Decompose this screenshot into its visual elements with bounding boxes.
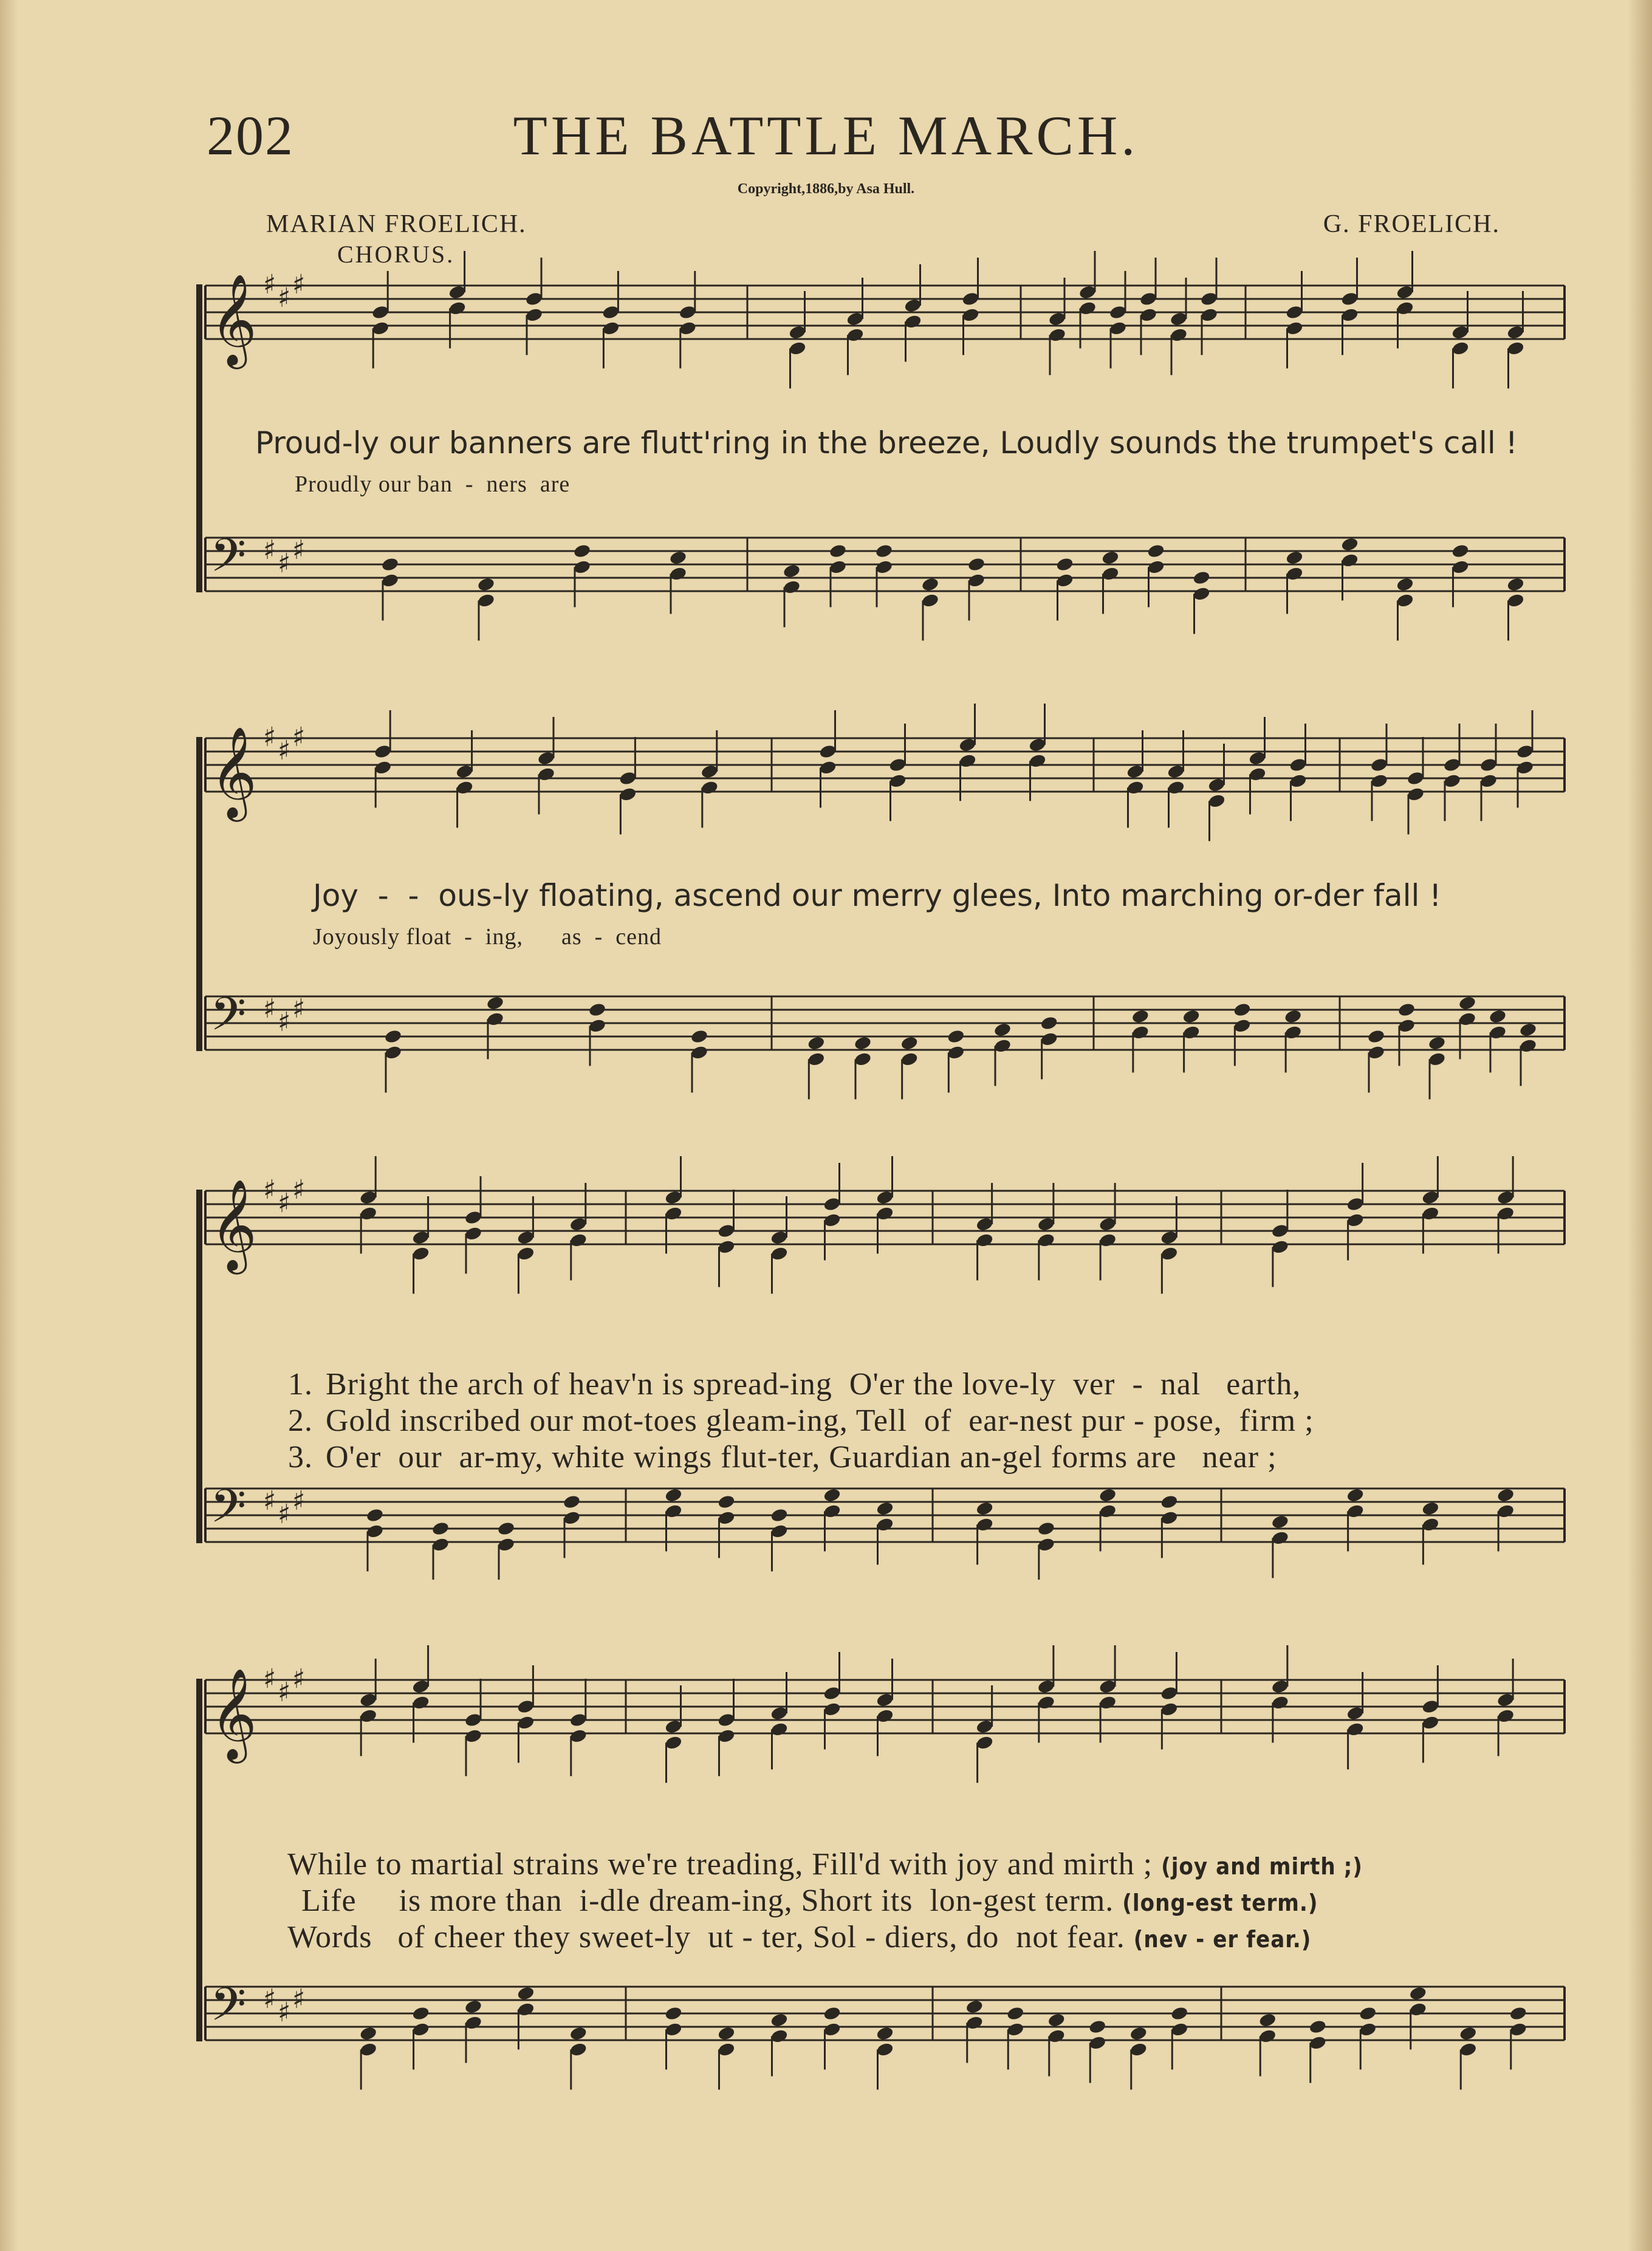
sharp-icon: ♯: [278, 548, 291, 580]
sharp-icon: ♯: [278, 1499, 291, 1530]
bass-clef-icon: 𝄢: [210, 1479, 247, 1544]
song-title: THE BATTLE MARCH.: [513, 104, 1139, 166]
sharp-icon: ♯: [278, 735, 291, 767]
sharp-icon: ♯: [263, 535, 276, 566]
notehead: [569, 2026, 588, 2041]
notehead: [1308, 2019, 1327, 2035]
sharp-icon: ♯: [292, 269, 306, 301]
sharp-icon: ♯: [292, 535, 306, 566]
bass-clef-icon: 𝄢: [210, 987, 247, 1052]
notehead: [1129, 2026, 1148, 2041]
notehead: [1258, 2012, 1277, 2028]
treble-clef-icon: 𝄞: [210, 725, 257, 818]
notehead: [1170, 2006, 1189, 2021]
verse-line-3-continued: [254, 1883, 1311, 1991]
sharp-icon: ♯: [278, 1997, 291, 2029]
sharp-icon: ♯: [292, 1663, 306, 1695]
lyricist-credit: MARIAN FROELICH.: [266, 210, 527, 238]
bass-clef-icon: 𝄢: [210, 529, 247, 594]
treble-staff: [205, 1645, 1565, 1783]
notehead: [664, 2006, 683, 2021]
sharp-icon: ♯: [292, 1984, 306, 2015]
sharp-icon: ♯: [263, 993, 276, 1025]
bass-clef-icon: 𝄢: [210, 1978, 247, 2043]
notehead: [1459, 2026, 1478, 2041]
sharp-icon: ♯: [278, 1677, 291, 1708]
treble-clef-icon: 𝄞: [210, 273, 257, 365]
sharp-icon: ♯: [263, 1485, 276, 1517]
verse-text: Life is more than i-dle dream-ing, Short its lon-gest term.: [301, 1883, 1114, 1918]
treble-clef-icon: 𝄞: [210, 1667, 257, 1759]
chorus-lyric-line: Joy - - ous-ly floating, ascend our merry glees, Into marching or-der fall !: [313, 878, 1442, 913]
notehead: [965, 1999, 984, 2015]
notehead: [464, 1999, 483, 2015]
section-label: CHORUS.: [337, 241, 455, 268]
notehead: [359, 2026, 378, 2041]
verse-text: Bright the arch of heav'n is spread-ing O'er the love-ly ver - nal earth,: [326, 1367, 1301, 1402]
verse-text: While to martial strains we're treading, Fill'd with joy and mirth ;: [287, 1847, 1153, 1882]
copyright-notice: Copyright,1886,by Asa Hull.: [737, 181, 915, 197]
notehead: [823, 2006, 841, 2021]
chorus-lyric-line: Proud-ly our banners are flutt'ring in the breeze, Loudly sounds the trumpet's call !: [255, 425, 1518, 461]
sharp-icon: ♯: [263, 1663, 276, 1695]
echo-lyric-line: Proudly our ban - ners are: [295, 471, 571, 497]
verse-number: 2.: [288, 1403, 313, 1438]
verse-number: 3.: [288, 1440, 313, 1475]
sharp-icon: ♯: [263, 269, 276, 301]
sharp-icon: ♯: [292, 1174, 306, 1206]
echo-aside: (nev - er fear.): [1133, 1926, 1312, 1953]
echo-lyric-line: Joyously float - ing, as - cend: [313, 924, 662, 950]
notehead: [770, 2012, 789, 2028]
sharp-icon: ♯: [263, 722, 276, 753]
sharp-icon: ♯: [292, 1485, 306, 1517]
sharp-icon: ♯: [292, 722, 306, 753]
notehead: [1006, 2006, 1025, 2021]
verse-number: 1.: [288, 1367, 313, 1402]
sharp-icon: ♯: [292, 993, 306, 1025]
echo-aside: (long-est term.): [1122, 1890, 1318, 1916]
notehead: [1408, 1985, 1427, 2001]
verse-text: O'er our ar-my, white wings flut-ter, Guardian an-gel forms are near ;: [326, 1440, 1277, 1475]
verse-text: Words of cheer they sweet-ly ut - ter, Sol - diers, do not fear.: [287, 1920, 1125, 1955]
sharp-icon: ♯: [263, 1174, 276, 1206]
notehead: [1509, 2006, 1527, 2021]
page-number: 202: [207, 104, 294, 166]
notehead: [411, 2006, 430, 2021]
sharp-icon: ♯: [278, 283, 291, 314]
composer-credit: G. FROELICH.: [1323, 210, 1500, 238]
bass-staff: [205, 1978, 1565, 2089]
sharp-icon: ♯: [278, 1188, 291, 1219]
echo-aside: (joy and mirth ;): [1161, 1853, 1363, 1880]
notehead: [717, 2026, 736, 2041]
notehead: [1088, 2019, 1107, 2035]
notehead: [1359, 2006, 1377, 2021]
sharp-icon: ♯: [263, 1984, 276, 2015]
notehead: [876, 2026, 894, 2041]
verse-text: Gold inscribed our mot-toes gleam-ing, Tell of ear-nest pur - pose, firm ;: [326, 1403, 1314, 1438]
notehead: [1047, 2012, 1066, 2028]
sharp-icon: ♯: [278, 1007, 291, 1038]
treble-clef-icon: 𝄞: [210, 1178, 257, 1270]
